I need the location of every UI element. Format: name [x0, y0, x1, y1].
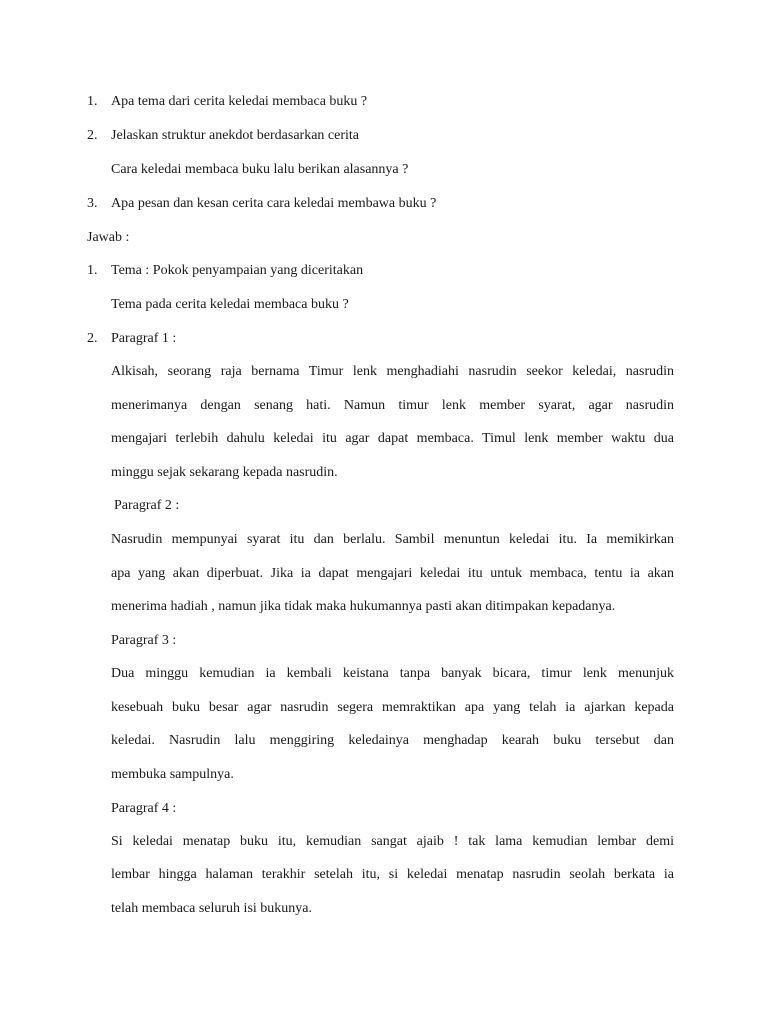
paragraph-line: membuka sampulnya.: [111, 767, 234, 782]
question-text: Apa pesan dan kesan cerita cara keledai membawa buku ?: [111, 196, 437, 211]
paragraph-line: lembar hingga halaman terakhir setelah itu, si keledai menatap nasrudin seolah berkata ia: [111, 867, 674, 882]
paragraph-heading: Paragraf 3 :: [111, 633, 177, 648]
paragraph-line: Dua minggu kemudian ia kembali keistana tanpa banyak bicara, timur lenk menunjuk: [111, 666, 674, 681]
question-number: 2.: [87, 128, 98, 143]
question-text: Apa tema dari cerita keledai membaca buku ?: [111, 94, 368, 109]
paragraph-heading: Paragraf 2 :: [114, 498, 180, 513]
answer-number: 2.: [87, 331, 98, 346]
paragraph-line: apa yang akan diperbuat. Jika ia dapat mengajari keledai itu untuk membaca, tentu ia akan: [111, 566, 674, 581]
answer-text: Tema pada cerita keledai membaca buku ?: [111, 297, 349, 312]
paragraph-line: menerimanya dengan senang hati. Namun timur lenk member syarat, agar nasrudin: [111, 398, 674, 413]
paragraph-line: minggu sejak sekarang kepada nasrudin.: [111, 465, 338, 480]
paragraph-line: Alkisah, seorang raja bernama Timur lenk menghadiahi nasrudin seekor keledai, nasrudin: [111, 364, 674, 379]
paragraph-line: Nasrudin mempunyai syarat itu dan berlalu. Sambil menuntun keledai itu. Ia memikirkan: [111, 532, 674, 547]
paragraph-heading: Paragraf 4 :: [111, 801, 177, 816]
paragraph-heading: Paragraf 1 :: [111, 331, 177, 346]
paragraph-line: mengajari terlebih dahulu keledai itu agar dapat membaca. Timul lenk member waktu dua: [111, 431, 674, 446]
question-text: Jelaskan struktur anekdot berdasarkan cerita: [111, 128, 360, 143]
question-number: 3.: [87, 196, 98, 211]
answer-label: Jawab :: [87, 230, 130, 245]
answer-number: 1.: [87, 263, 98, 278]
paragraph-line: kesebuah buku besar agar nasrudin segera memraktikan apa yang telah ia ajarkan kepada: [111, 700, 674, 715]
paragraph-line: keledai. Nasrudin lalu menggiring keledainya menghadap kearah buku tersebut dan: [111, 733, 674, 748]
paragraph-line: telah membaca seluruh isi bukunya.: [111, 901, 312, 916]
paragraph-line: menerima hadiah , namun jika tidak maka hukumannya pasti akan ditimpakan kepadanya.: [111, 599, 616, 614]
question-number: 1.: [87, 94, 98, 109]
paragraph-line: Si keledai menatap buku itu, kemudian sangat ajaib ! tak lama kemudian lembar demi: [111, 834, 674, 849]
question-text-continued: Cara keledai membaca buku lalu berikan alasannya ?: [111, 162, 409, 177]
answer-text: Tema : Pokok penyampaian yang diceritakan: [111, 263, 364, 278]
